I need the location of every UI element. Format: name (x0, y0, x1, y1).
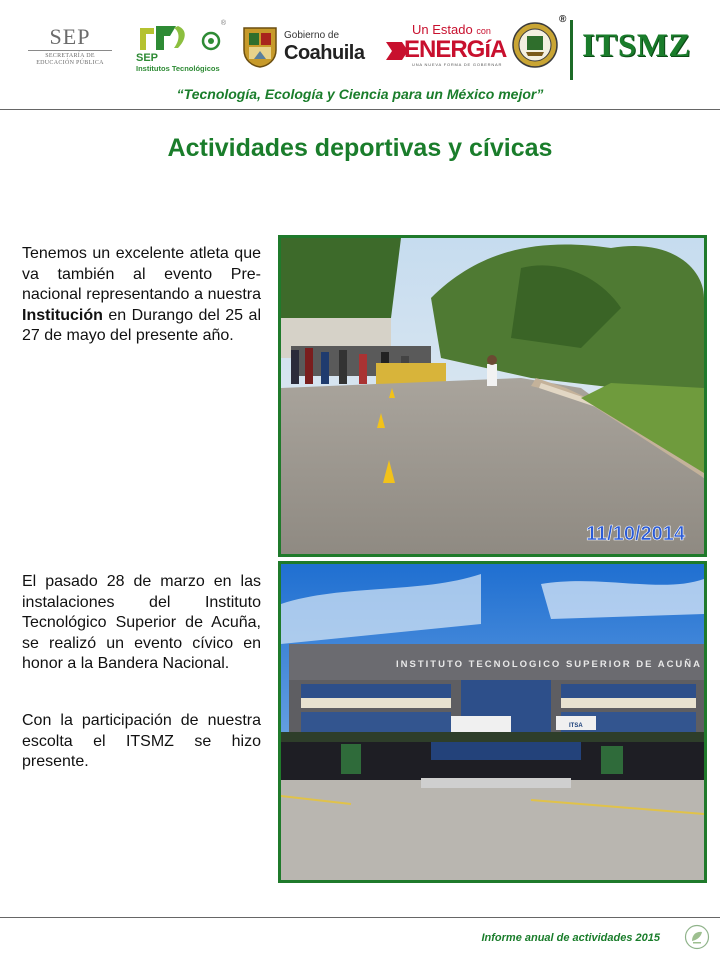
coahuila-shield-icon (240, 24, 280, 68)
photo2-crowd (281, 732, 704, 780)
institutos-tecnologicos-logo (136, 22, 228, 74)
footer-seal-icon (684, 924, 710, 950)
itsmz-registered-mark: ® (559, 14, 567, 25)
section1-text-after: en Durango del 25 al 27 de mayo del presente año. (22, 306, 261, 344)
footer-text: Informe anual de actividades 2015 (481, 932, 660, 944)
photo2-banner: ITSA (569, 723, 583, 729)
energia-top-a: Un Estado (412, 22, 473, 37)
coahuila-logo-big: Coahuila (284, 42, 365, 64)
institutos-tecnologicos-icon (136, 22, 228, 52)
civic-ceremony-photo (278, 561, 707, 883)
it-logo-sep: SEP (136, 52, 159, 64)
sep-logo-line1: SECRETARÍA DE (45, 53, 95, 59)
energia-logo-big: ENERGíA (404, 36, 507, 63)
photo1-runner (487, 364, 497, 386)
athletics-event-illustration (281, 238, 704, 554)
itsmz-logo-text: ITSMZ (582, 28, 691, 64)
page-title: Actividades deportivas y cívicas (167, 134, 553, 162)
slogan: “Tecnología, Ecología y Ciencia para un México mejor” (176, 86, 544, 102)
section1-text-bold: Institución (22, 306, 103, 324)
photo2-building-sign: INSTITUTO TECNOLOGICO SUPERIOR DE ACUÑA (396, 659, 703, 670)
section1-paragraph (22, 244, 261, 347)
athletics-event-photo (278, 235, 707, 557)
it-registered-mark: ® (220, 20, 226, 27)
it-logo-name: Institutos Tecnológicos (136, 64, 220, 73)
sep-logo-rule (28, 50, 112, 51)
sep-logo-line2: EDUCACIÓN PÚBLICA (36, 60, 104, 66)
itsmz-divider (570, 20, 573, 80)
itsmz-logo (512, 14, 702, 80)
photo1-date-stamp: 11/10/2014 (586, 523, 685, 545)
sep-logo (22, 26, 118, 72)
itsmz-seal-icon (512, 22, 558, 68)
energia-logo-top (412, 22, 491, 37)
header-divider (0, 109, 720, 110)
section2-paragraph1: El pasado 28 de marzo en las instalaciones del Instituto Tecnológico Superior de Acuña, se realizó un evento cívico en honor a la Bandera Nacional. (22, 573, 261, 672)
energia-logo-sub: UNA NUEVA FORMA DE GOBERNAR (412, 62, 503, 67)
section1-text-before: Tenemos un excelente atleta que va también al evento Pre-nacional representando a nuestra (22, 245, 261, 303)
energia-top-b: con (476, 26, 491, 36)
coahuila-logo-small: Gobierno de (284, 30, 340, 41)
section2-paragraph2: Con la participación de nuestra escolta el ITSMZ se hizo presente. (22, 712, 261, 770)
coahuila-logo (240, 24, 372, 70)
sep-logo-text: SEP (49, 24, 91, 49)
civic-ceremony-illustration (281, 564, 704, 880)
footer-divider (0, 917, 720, 918)
energia-logo (384, 22, 506, 72)
page-header (0, 0, 720, 80)
